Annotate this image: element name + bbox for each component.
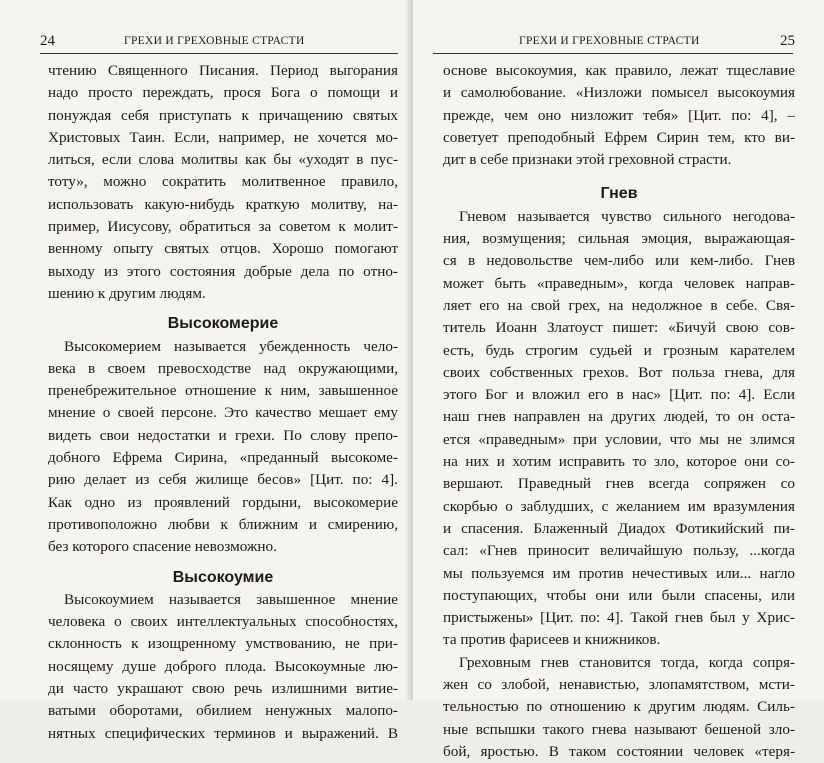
left-page-number: 24 [40,33,55,49]
left-running-title: ГРЕХИ И ГРЕХОВНЫЕ СТРАСТИ [124,35,305,47]
text-line: человека о своих интеллектуальных способностях, [48,613,398,631]
text-line: Христовых Таин. Если, например, не хочется мо- [48,128,398,146]
text-line: шению к другим людям. [48,284,206,302]
text-line: на них и хотим исправить то зло, которое они со- [443,453,795,471]
text-line: Греховным гнев становится тогда, когда сопря- [459,653,795,671]
right-page [413,0,824,760]
text-line: есть, будь строгим судьей и грозным карателем [443,341,795,359]
text-line: титель Иоанн Златоуст пишет: «Бичуй свою сов- [443,319,795,337]
right-paragraph-2 [443,206,795,652]
text-line: литься, если слова молитвы как бы «уходят в пус- [48,151,398,169]
text-line: чтению Священного Писания. Период выгорания [48,62,398,79]
left-header-rule [40,53,398,54]
text-line: тоту», можно сократить молитвенное правило, [48,173,398,191]
right-paragraph-1 [443,60,795,171]
right-page-body [443,60,795,763]
text-line: ди часто украшают свою речь излишними витие- [48,680,398,698]
text-line: вершают. Праведный гнев всегда сопряжен со [443,475,795,493]
text-line: мы пользуемся им против нечестивых или... нагло [443,564,795,582]
text-line: ватыми оборотами, обилием ненужных малопо- [48,702,398,720]
left-page-body [48,60,398,745]
text-line: и самолюбование. «Низложи помысел высокоумия [443,84,795,102]
text-line: Высокоумием называется завышенное мнение [64,590,398,608]
text-line: сал: «Гнев приносит величайшую пользу, ...когда [443,542,795,560]
text-line: скорбью о заблудших, с желанием им вразумления [443,497,795,515]
text-line: основе высокоумия, как правило, лежат тщеславие [443,62,795,79]
text-line: жен со злобой, ненавистью, злопамятством, мсти- [443,676,795,694]
section-heading-anger: Гнев [600,185,638,203]
right-header-rule [433,53,793,54]
text-line: ния, возмущения; сильная эмоция, выражающая- [443,230,795,248]
text-line: без которого спасение невозможно. [48,538,277,556]
right-running-title: ГРЕХИ И ГРЕХОВНЫЕ СТРАСТИ [519,35,700,47]
text-line: прежде, чем оно низложит тебя» [Цит. по: 4], – [443,106,795,124]
text-line: советует преподобный Ефрем Сирин тем, кто ви- [443,128,795,146]
left-paragraph-2 [48,336,398,559]
text-line: ляет его на свой грех, на недолжное в себе. Свя- [443,296,795,314]
right-paragraph-3 [443,652,795,763]
text-line: пристыжены» [Цит. по: 4]. Такой гнев был у Хрис- [443,609,795,627]
text-line: поступающих, чтобы они или были спасены, или [443,586,795,604]
text-line: наш гнев направлен на других людей, то он оста- [443,408,795,426]
text-line: Как одно из проявлений гордыни, высокомерие [48,493,398,511]
text-line: видеть свои недостатки и грехи. По слову препо- [48,426,398,444]
text-line: ется «праведным» при условии, что мы не злимся [443,430,795,448]
right-page-number: 25 [780,33,795,49]
text-line: может быть «праведным», когда человек направ- [443,274,795,292]
text-line: ные вспышки такого гнева называют бешеной зло- [443,720,795,738]
text-line: понуждая себя приступать к причащению святых [48,106,398,124]
text-line: ся в недовольстве чем-либо или кем-либо. Гнев [443,252,795,270]
text-line: бой, яростью. В таком состоянии человек «теря- [443,742,795,760]
text-line: мнение о своей персоне. Это качество мешает ему [48,404,398,422]
right-page-header [435,30,795,52]
text-line: дит в себе признаки этой греховной страсти. [443,151,732,169]
text-line: склонность к изощренному умствованию, не при- [48,635,398,653]
text-line: выходу из этого состояния добрые дела по отно- [48,262,398,280]
text-line: нятных специфических терминов и выражений. В [48,724,398,742]
text-line: Высокомерием называется убежденность чело- [64,337,398,355]
section-heading-high-mindedness: Высокоумие [172,568,274,586]
text-line: пример, Иисусову, обратиться за советом к молит- [48,218,398,236]
section-heading-arrogance: Высокомерие [167,315,279,333]
text-line: века в своем превосходстве над окружающими, [48,359,398,377]
text-line: добного Ефрема Сирина, «преданный высокоме- [48,449,398,467]
left-page [0,0,411,742]
left-paragraph-3 [48,589,398,745]
left-paragraph-1 [48,60,398,305]
text-line: надо просто переждать, прося Бога о помощи и [48,84,398,102]
text-line: противоположно любви к ближним и смирению, [48,515,398,533]
text-line: использовать какую-нибудь краткую молитву, на- [48,195,398,213]
text-line: своих собственных грехов. Вот польза гнева, для [443,363,795,381]
text-line: носящему душе доброго плода. Высокоумные лю- [48,657,398,675]
text-line: та против фарисеев и книжников. [443,631,661,649]
text-line: тельностью по отношению к другим людям. Силь- [443,698,795,716]
text-line: венному опыту святых отцов. Хорошо помогают [48,240,398,258]
left-page-header [40,30,400,52]
text-line: и спасения. Блаженный Диадох Фотикийский пи- [443,519,795,537]
text-line: пренебрежительное отношение к ним, завышенное [48,382,398,400]
text-line: Гневом называется чувство сильного негодова- [459,207,795,225]
text-line: рию делает из себя жилище бесов» [Цит. по: 4]. [48,471,398,489]
text-line: этого Бог и вложил его в нас» [Цит. по: 4]. Если [443,386,795,404]
